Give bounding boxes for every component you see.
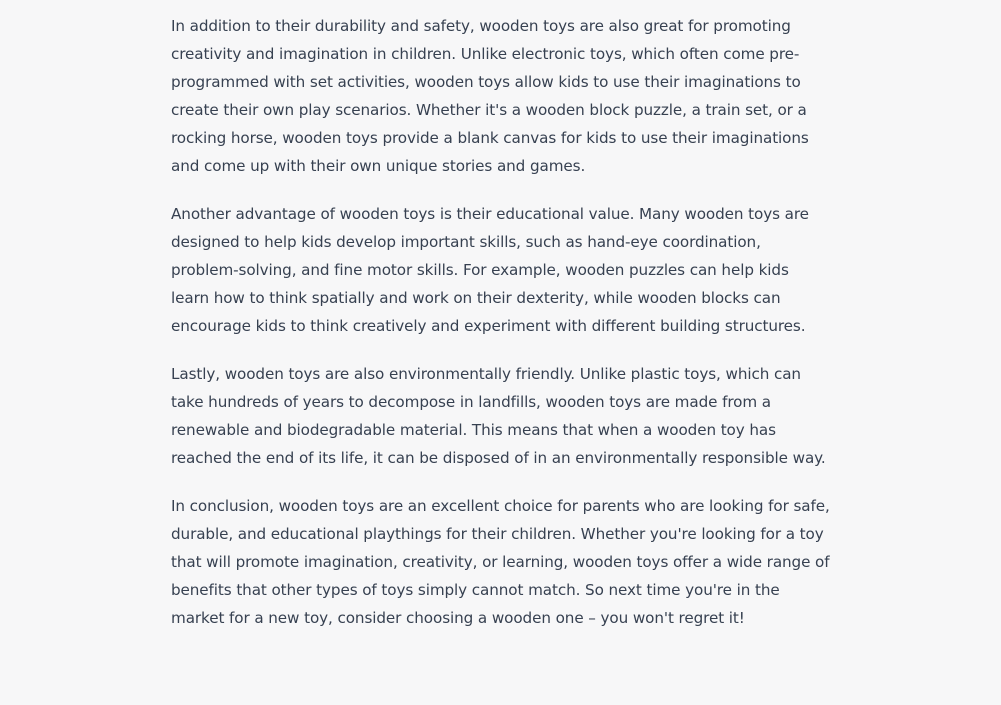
paragraph-creativity: In addition to their durability and safety, wooden toys are also great for promoting creativity and imagination in children. Unlike electronic toys, which often come pre-programmed with set activities, wooden toys allow kids to use their imaginations to create their own play scenarios. Whether it's a wooden block puzzle, a train set, or a rocking horse, wooden toys provide a blank canvas for kids to use their imaginations and come up with their own unique stories and games. (171, 17, 809, 175)
article-body (171, 12, 831, 652)
paragraph-educational-value: Another advantage of wooden toys is their educational value. Many wooden toys are designed to help kids develop important skills, such as hand-eye coordination, problem-solving, and fine motor skills. For example, wooden puzzles can help kids learn how to think spatially and work on their dexterity, while wooden blocks can encourage kids to think creatively and experiment with different building structures. (171, 205, 809, 335)
paragraph-conclusion: In conclusion, wooden toys are an excellent choice for parents who are looking for safe, durable, and educational playthings for their children. Whether you're looking for a toy that will promote imagination, creativity, or learning, wooden toys offer a wide range of benefits that other types of toys simply cannot match. So next time you're in the market for a new toy, consider choosing a wooden one – you won't regret it! (171, 497, 830, 627)
paragraph-environment: Lastly, wooden toys are also environmentally friendly. Unlike plastic toys, which can take hundreds of years to decompose in landfills, wooden toys are made from a renewable and biodegradable material. This means that when a wooden toy has reached the end of its life, it can be disposed of in an environmentally responsible way. (171, 365, 826, 467)
